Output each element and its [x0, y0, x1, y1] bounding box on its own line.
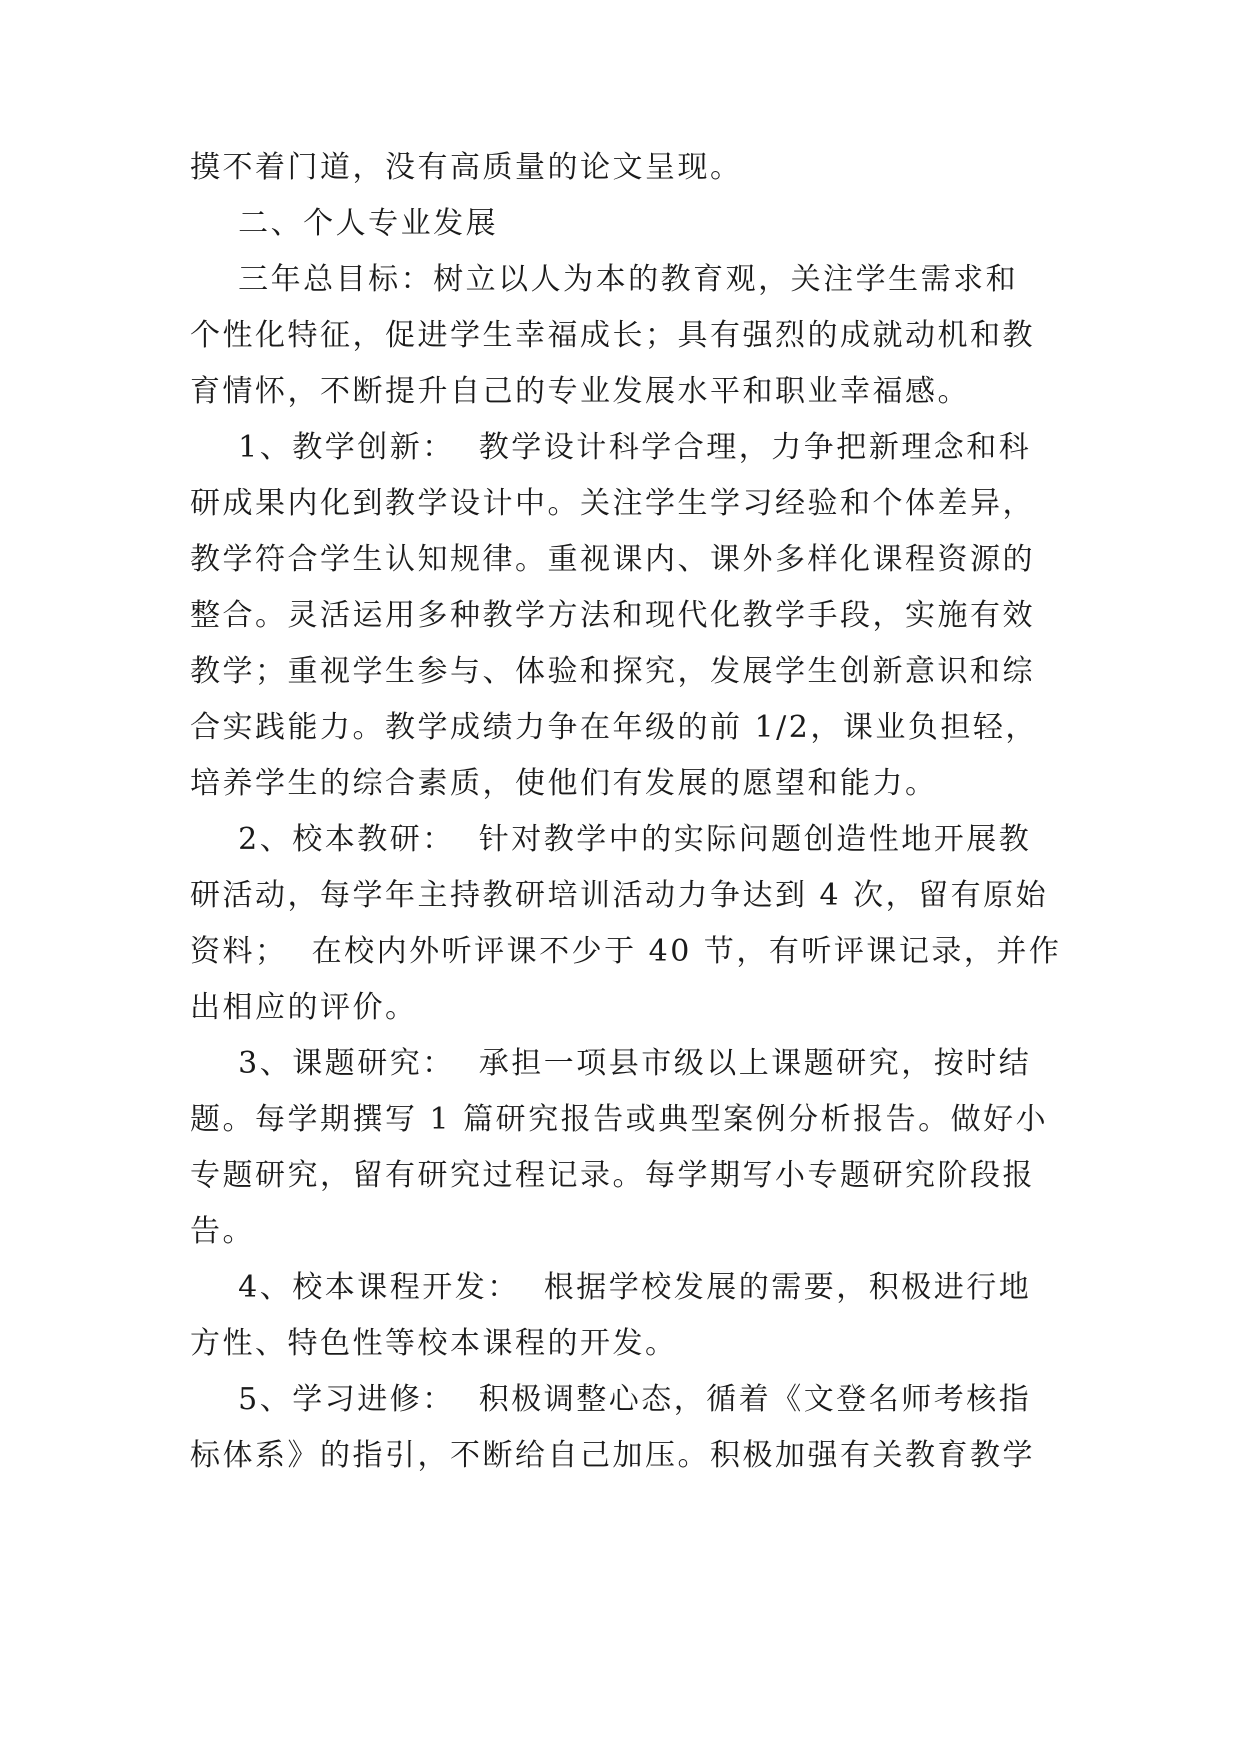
text-line: 4、校本课程开发： 根据学校发展的需要，积极进行地 — [190, 1270, 1032, 1305]
text-line: 培养学生的综合素质，使他们有发展的愿望和能力。 — [190, 766, 938, 801]
text-line: 1、教学创新： 教学设计科学合理，力争把新理念和科 — [190, 430, 1032, 465]
section-heading: 二、个人专业发展 — [190, 206, 499, 241]
text-line: 2、校本教研： 针对教学中的实际问题创造性地开展教 — [190, 822, 1032, 857]
text-line: 摸不着门道，没有高质量的论文呈现。 — [190, 150, 743, 185]
text-line: 合实践能力。教学成绩力争在年级的前 1/2，课业负担轻， — [190, 710, 1038, 745]
text-line: 方性、特色性等校本课程的开发。 — [190, 1326, 678, 1361]
text-line: 题。每学期撰写 1 篇研究报告或典型案例分析报告。做好小 — [190, 1102, 1049, 1137]
text-line: 研活动，每学年主持教研培训活动力争达到 4 次，留有原始 — [190, 878, 1049, 913]
text-line: 个性化特征，促进学生幸福成长；具有强烈的成就动机和教 — [190, 318, 1035, 353]
text-line: 整合。灵活运用多种教学方法和现代化教学手段，实施有效 — [190, 598, 1035, 633]
text-line: 三年总目标：树立以人为本的教育观，关注学生需求和 — [190, 262, 1019, 297]
text-line: 3、课题研究： 承担一项县市级以上课题研究，按时结 — [190, 1046, 1032, 1081]
text-line: 教学；重视学生参与、体验和探究，发展学生创新意识和综 — [190, 654, 1035, 689]
text-line: 专题研究，留有研究过程记录。每学期写小专题研究阶段报 — [190, 1158, 1035, 1193]
text-line: 出相应的评价。 — [190, 990, 418, 1025]
text-line: 5、学习进修： 积极调整心态，循着《文登名师考核指 — [190, 1382, 1032, 1417]
text-line: 研成果内化到教学设计中。关注学生学习经验和个体差异， — [190, 486, 1035, 521]
text-line: 资料； 在校内外听评课不少于 40 节，有听评课记录，并作 — [190, 934, 1062, 969]
text-line: 告。 — [190, 1214, 255, 1249]
text-line: 教学符合学生认知规律。重视课内、课外多样化课程资源的 — [190, 542, 1035, 577]
text-line: 育情怀，不断提升自己的专业发展水平和职业幸福感。 — [190, 374, 970, 409]
text-line: 标体系》的指引，不断给自己加压。积极加强有关教育教学 — [190, 1438, 1035, 1473]
